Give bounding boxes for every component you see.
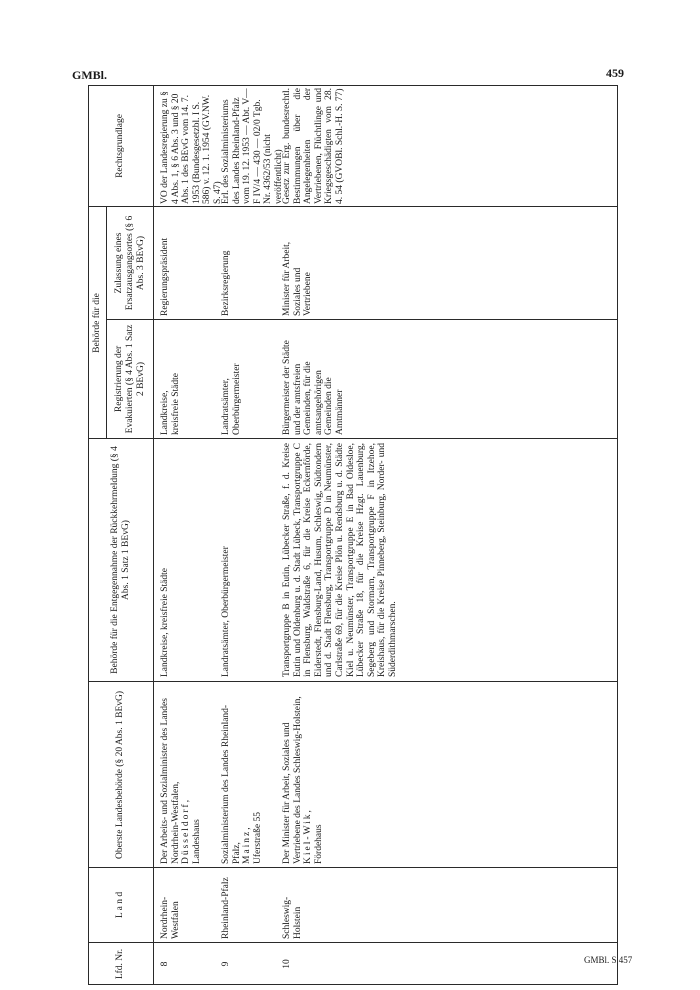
- row-9-oberste-name: Sozialministerium des Landes Rheinland-Pfalz,: [221, 704, 242, 864]
- row-9-registrierung: Landratsämter, Oberbürgermeister: [221, 363, 242, 435]
- header-behoerde-fuer-die: Behörde für die: [91, 293, 102, 353]
- row-8-oberste-addr: Landeshaus: [191, 819, 202, 864]
- page-footer: GMBl. S 457: [584, 955, 633, 965]
- header-land: L a n d: [115, 891, 125, 919]
- col-rule-3: [88, 681, 618, 682]
- row-8-rechtsgrundlage: VO der Landesregierung zu § 4 Abs. 1, § 6 Abs. 3 und § 20 Abs. 1 des BEvG vom 14. 7. 1953 (Bundesgesetzbl. I S. 586) v. 12. 1. 1954 (GV.NW. S. 47): [160, 91, 223, 204]
- authorities-table: [88, 85, 618, 985]
- row-8-registrierung: Landkreise, kreisfreie Städte: [160, 373, 181, 435]
- row-8-oberste: [160, 684, 202, 864]
- header-rechtsgrundlage: Rechtsgrundlage: [115, 114, 125, 178]
- row-10-oberste-name: Der Minister für Arbeit, Soziales und Vertriebene des Landes Schleswig-Holstein,: [282, 696, 303, 864]
- col-rule-1: [88, 942, 618, 943]
- table-bottom-rule: [617, 85, 618, 985]
- col-rule-5: [106, 319, 618, 320]
- row-9-oberste-addr: Uferstraße 55: [252, 812, 263, 864]
- row-10-oberste-addr: Fördehaus: [313, 824, 324, 864]
- row-9-rechtsgrundlage: Erl. des Sozialministeriums des Landes Rheinland-Pfalz vom 19. 12. 1953 — Abt. V—F IV/4 — 430 — 02/0 Tgb. Nr. 4362/53 (nicht veröffentlicht): [221, 88, 284, 204]
- rotated-table-container: [88, 85, 618, 985]
- row-9-land: Rheinland-Pfalz: [221, 877, 231, 939]
- running-head-left: GMBl.: [72, 68, 107, 82]
- header-registrierung: Registrierung der Evakuierten (§ 4 Abs. 1 Satz 2 BEvG): [113, 324, 146, 434]
- header-oberste: Oberste Landesbehörde (§ 20 Abs. 1 BEvG): [115, 690, 125, 860]
- row-10-zulassung: Minister für Arbeit, Soziales und Vertriebene: [282, 241, 314, 316]
- page-number: 459: [606, 66, 624, 80]
- table-left-rule: [88, 984, 618, 985]
- row-8-zulassung: Regierungspräsident: [160, 237, 170, 316]
- row-10-registrierung: Bürgermeister der Städte und der amtsfreien Gemeinden, für die amtsangehörigen Gemeinden die Amtmänner: [282, 340, 345, 435]
- row-8-entgegennahme: Landkreise, kreisfreie Städte: [160, 568, 170, 677]
- row-8-land: Nordrhein-Westfalen: [160, 896, 181, 939]
- table-right-rule: [88, 85, 618, 86]
- header-bottom-rule: [153, 85, 154, 985]
- row-10-land: Schleswig-Holstein: [282, 896, 303, 939]
- row-8-oberste-city: Düsseldorf,: [181, 797, 192, 864]
- col-rule-2: [88, 867, 618, 868]
- col-rule-6: [88, 206, 618, 207]
- row-9-entgegennahme: Landratsämter, Oberbürgermeister: [221, 546, 231, 677]
- row-8-nr: 8: [160, 961, 170, 967]
- row-10-rechtsgrundlage: Gesetz zur Erg. bundesrechtl. Bestimmungen über die Angelegenheiten der Vertriebenen, Flüchtlinge und Kriegsgeschädigten vom 28. 4. 54 (GVOBl. Schl.-H. S. 77): [282, 88, 345, 204]
- row-10-entgegennahme: Transportgruppe B in Eutin, Lübecker Straße, f. d. Kreise Eutin und Oldenburg u. d. Stadt Lübeck, Transportgruppe C in Flensburg, Waldstraße 6, für die Kreise Eckernförde, Eiderstedt, Flensburg-Land, Husum, Schleswig, Südtondern und d. Stadt Flensburg, Transportgruppe D in Neumünster, Carlstraße 69, für die Kreise Plön u. Rendsburg u. d. Städte Kiel u. Neumünster, Transportgruppe E in Bad Oldesloe, Lübecker Straße 18, für die Kreise Hzgt. Lauenburg, Segeberg und Stormarn, Transportgruppe F in Itzehoe, Kreishaus, für die Kreise Pinneberg, Steinburg, Norder- und Süderdithmarschen.: [282, 443, 398, 677]
- header-zulassung: Zulassung eines Ersatzausgangsortes (§ 6 Abs. 3 BEvG): [113, 215, 146, 311]
- row-10-oberste: [282, 684, 324, 864]
- header-entgegennahme: Behörde für die Entgegennahme der Rückkehrmeldung (§ 4 Abs. 1 Satz 1 BEvG): [109, 446, 131, 674]
- header-nr: Lfd. Nr.: [115, 948, 125, 980]
- row-9-oberste-city: Mainz,: [242, 825, 253, 864]
- row-10-oberste-city: Kiel-Wik,: [303, 808, 314, 864]
- col-rule-4: [88, 438, 618, 439]
- row-9-zulassung: Bezirksregierung: [221, 250, 231, 316]
- row-9-nr: 9: [221, 961, 231, 967]
- row-8-oberste-name: Der Arbeits- und Sozialminister des Landes Nordrhein-Westfalen,: [160, 698, 181, 864]
- row-10-nr: 10: [282, 959, 292, 969]
- row-9-oberste: [221, 684, 263, 864]
